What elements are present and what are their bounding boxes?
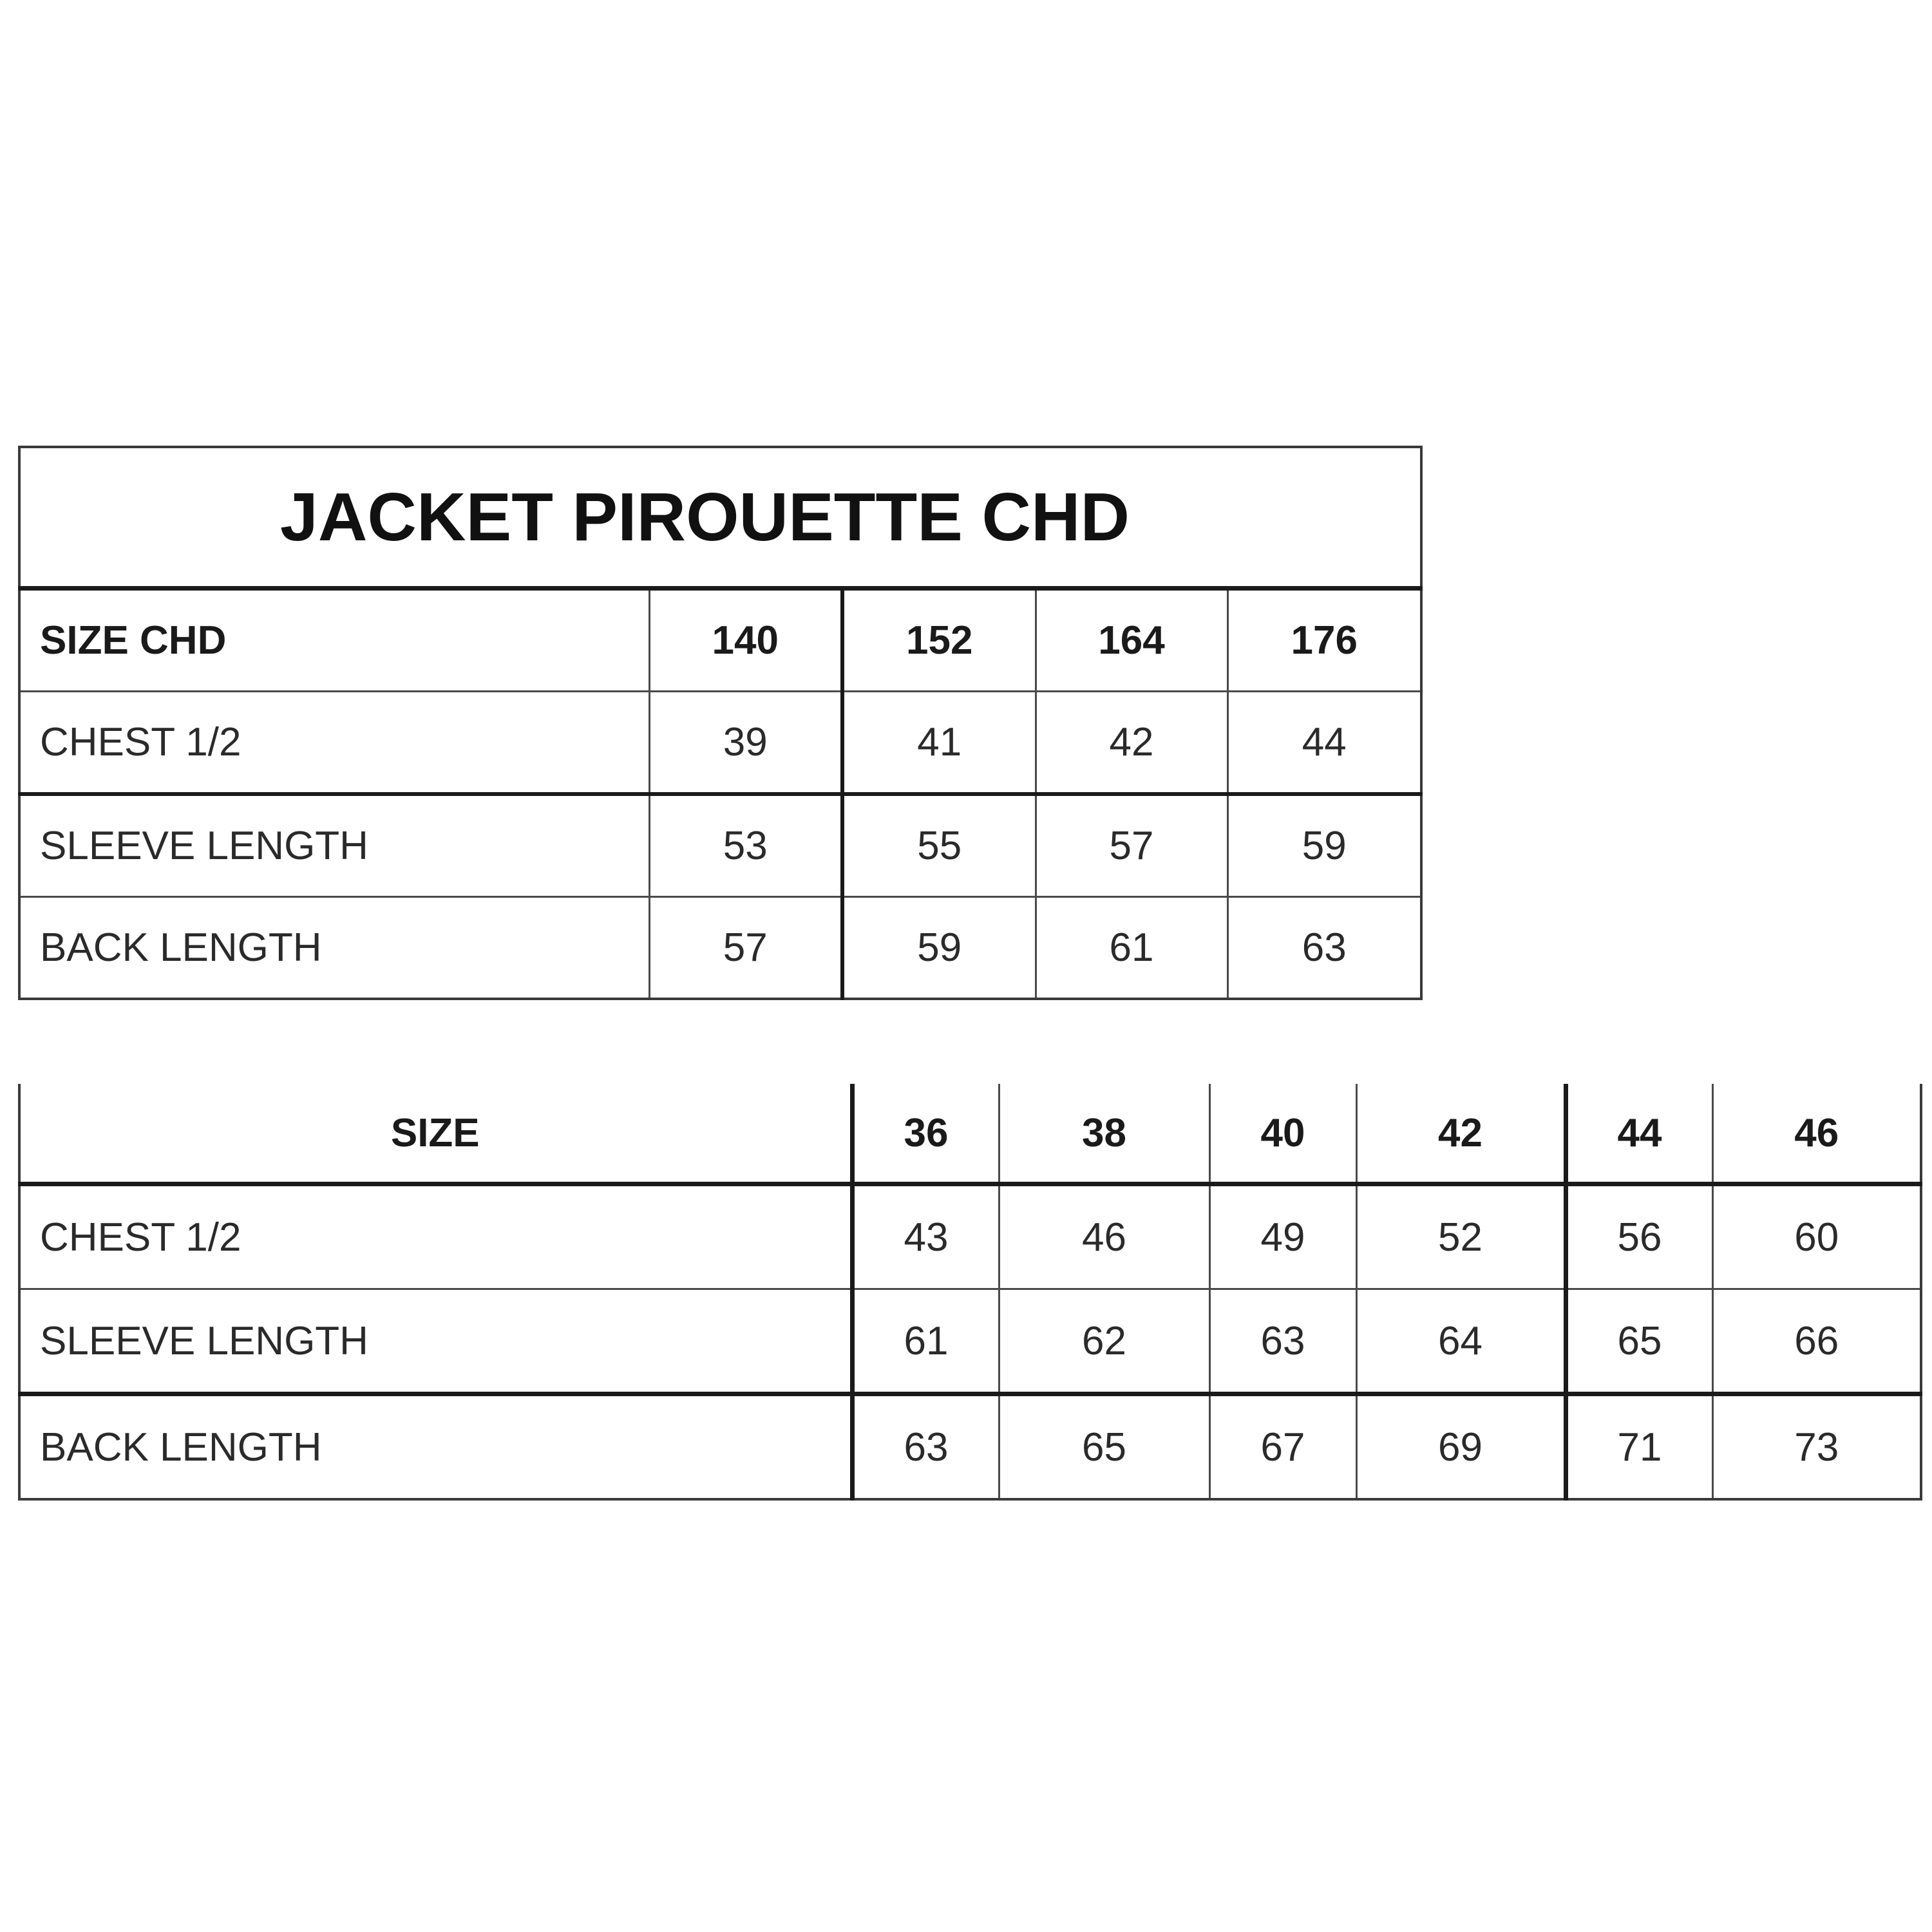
row-label: BACK LENGTH xyxy=(19,897,649,999)
table-cell: 56 xyxy=(1566,1184,1712,1289)
table-cell: 42 xyxy=(1036,692,1227,795)
table-row xyxy=(19,692,1421,795)
table-cell: 41 xyxy=(842,692,1036,795)
table-cell: 39 xyxy=(649,692,842,795)
table-cell: 59 xyxy=(1227,794,1421,897)
table-cell: 65 xyxy=(1566,1289,1712,1394)
table-cell: 43 xyxy=(852,1184,999,1289)
row-label: CHEST 1/2 xyxy=(19,1184,852,1289)
table-cell: 46 xyxy=(999,1184,1209,1289)
table-title-row xyxy=(19,447,1421,589)
table-cell: 73 xyxy=(1712,1394,1921,1500)
table-cell: 63 xyxy=(1209,1289,1356,1394)
table-cell: 62 xyxy=(999,1289,1209,1394)
table-cell: 71 xyxy=(1566,1394,1712,1500)
size-header-cell: 164 xyxy=(1036,589,1227,692)
size-header-cell: 176 xyxy=(1227,589,1421,692)
size-header-label: SIZE xyxy=(19,1084,852,1184)
table-row xyxy=(19,1184,1921,1289)
row-label: SLEEVE LENGTH xyxy=(19,794,649,897)
table-cell: 60 xyxy=(1712,1184,1921,1289)
table-cell: 64 xyxy=(1356,1289,1566,1394)
row-label: BACK LENGTH xyxy=(19,1394,852,1500)
table-row xyxy=(19,897,1421,999)
table-cell: 53 xyxy=(649,794,842,897)
child-size-table xyxy=(18,446,1423,1000)
size-header-cell: 44 xyxy=(1566,1084,1712,1184)
table-cell: 63 xyxy=(1227,897,1421,999)
table-row xyxy=(19,1394,1921,1500)
row-label: SLEEVE LENGTH xyxy=(19,1289,852,1394)
table-cell: 61 xyxy=(1036,897,1227,999)
table-cell: 66 xyxy=(1712,1289,1921,1394)
table-cell: 57 xyxy=(649,897,842,999)
size-header-cell: 40 xyxy=(1209,1084,1356,1184)
size-header-cell: 38 xyxy=(999,1084,1209,1184)
table-title: JACKET PIROUETTE CHD xyxy=(279,478,1130,555)
table-row xyxy=(19,794,1421,897)
size-header-label: SIZE CHD xyxy=(19,589,649,692)
row-label: CHEST 1/2 xyxy=(19,692,649,795)
table-header-row xyxy=(19,1084,1921,1184)
table-cell: 67 xyxy=(1209,1394,1356,1500)
table-cell: 63 xyxy=(852,1394,999,1500)
table-cell: 69 xyxy=(1356,1394,1566,1500)
table-cell: 65 xyxy=(999,1394,1209,1500)
table-cell: 52 xyxy=(1356,1184,1566,1289)
table-row xyxy=(19,1289,1921,1394)
table-cell: 57 xyxy=(1036,794,1227,897)
table-header-row xyxy=(19,589,1421,692)
size-header-cell: 152 xyxy=(842,589,1036,692)
table-cell: 61 xyxy=(852,1289,999,1394)
table-title-cell xyxy=(19,447,1421,589)
table-cell: 55 xyxy=(842,794,1036,897)
table-cell: 59 xyxy=(842,897,1036,999)
adult-size-table xyxy=(18,1084,1922,1501)
table-cell: 49 xyxy=(1209,1184,1356,1289)
size-header-cell: 36 xyxy=(852,1084,999,1184)
table-cell: 44 xyxy=(1227,692,1421,795)
size-header-cell: 42 xyxy=(1356,1084,1566,1184)
size-header-cell: 46 xyxy=(1712,1084,1921,1184)
size-header-cell: 140 xyxy=(649,589,842,692)
